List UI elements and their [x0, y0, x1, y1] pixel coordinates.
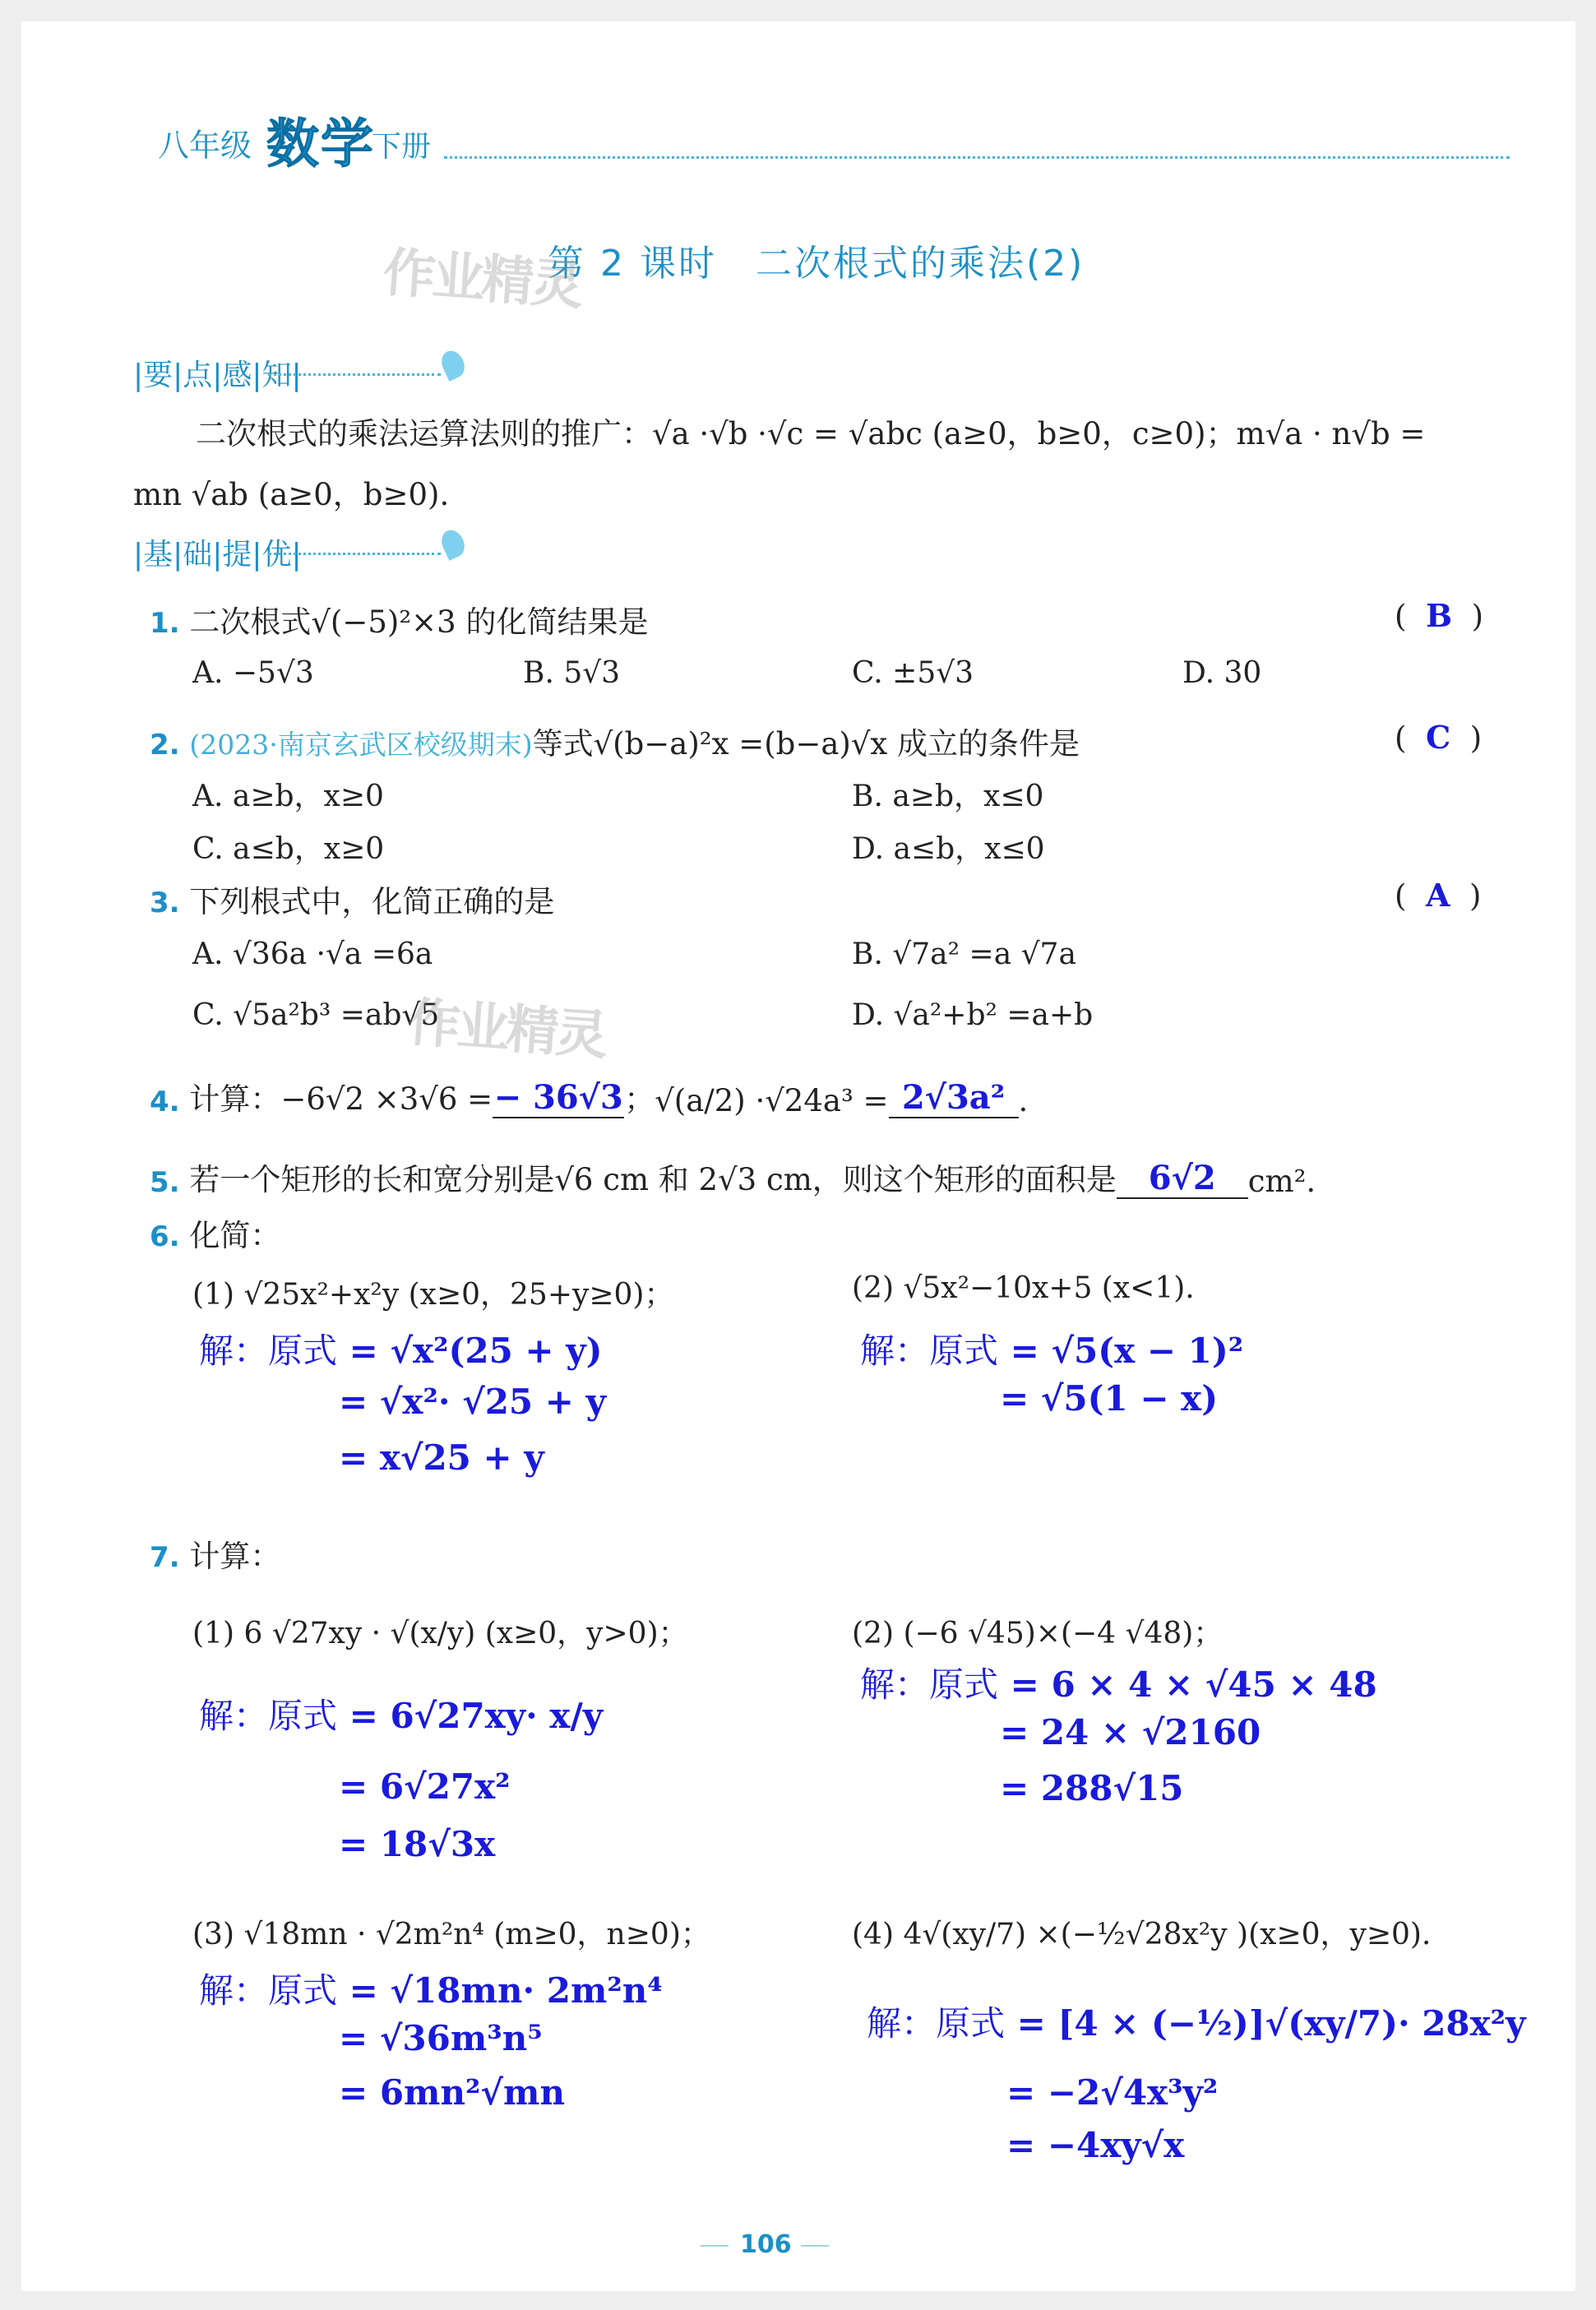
q1-option-b: B. 5√3	[523, 656, 621, 690]
q2-option-a: A. a≥b，x≥0	[192, 780, 384, 813]
section-dots	[268, 373, 441, 376]
q3-option-b: B. √7a² =a √7a	[852, 937, 1076, 971]
q3-answer-box: ( A )	[1395, 877, 1482, 914]
q6-problem-2: (2) √5x²−10x+5 (x<1).	[852, 1271, 1195, 1305]
q7-4-step1: = [4 × (−½)]√(xy/7)· 28x²y	[1016, 2003, 1526, 2044]
q4-answer-a: − 36√3	[493, 1078, 623, 1117]
q2-answer-box: ( C )	[1395, 719, 1483, 756]
watermark: 作业精灵	[381, 242, 582, 317]
q6-1-step3: = x√25 + y	[339, 1437, 544, 1478]
header-dotted-line	[444, 156, 1510, 159]
q3-text: 下列根式中，化简正确的是	[189, 884, 555, 919]
watermark: 作业精灵	[405, 992, 607, 1067]
q3-stem	[150, 877, 554, 921]
q4-blank-b	[889, 1078, 1019, 1118]
q4-blank-a	[493, 1078, 624, 1118]
q3-number: 3.	[150, 887, 180, 919]
q7-3-step3: = 6mn²√mn	[339, 2072, 565, 2113]
q1-option-d: D. 30	[1182, 656, 1262, 690]
section-basics: |基|础|提|优|	[133, 538, 302, 572]
q2-answer: C	[1425, 719, 1451, 756]
q6-number: 6.	[150, 1220, 180, 1253]
section-key-points: |要|点|感|知|	[133, 359, 302, 392]
q3-answer: A	[1425, 877, 1450, 914]
q2-text: 等式√(b−a)²x =(b−a)√x 成立的条件是	[532, 726, 1080, 762]
q2-number: 2.	[150, 729, 180, 762]
page-number-dash-left	[701, 2245, 729, 2247]
q3-option-d: D. √a²+b² =a+b	[852, 998, 1094, 1032]
q4-stem	[150, 1074, 1028, 1118]
drop-icon	[437, 526, 469, 561]
q7-text: 计算：	[189, 1539, 281, 1574]
q1-text: 二次根式√(−5)²×3 的化简结果是	[189, 604, 649, 640]
q4-text-b: √(a/2) ·√24a³ =	[655, 1083, 889, 1118]
q7-3-solution-line1	[199, 1964, 663, 2013]
q6-2-step2: = √5(1 − x)	[1000, 1378, 1219, 1419]
header-subject: 数学	[266, 114, 375, 175]
q4-end: .	[1018, 1083, 1029, 1118]
q6-2-solution-line1	[860, 1324, 1243, 1373]
q2-source: (2023·南京玄武区校级期末)	[189, 729, 533, 761]
q6-1-solution-line1	[199, 1324, 603, 1373]
q3-option-c: C. √5a²b³ =ab√5	[192, 998, 440, 1032]
q4-answer-b: 2√3a²	[901, 1078, 1006, 1117]
q7-problem-4: (4) 4√(xy/7) ×(−½√28x²y )(x≥0，y≥0).	[852, 1918, 1432, 1951]
q7-4-label: 解：原式	[867, 2003, 1006, 2044]
q5-answer: 6√2	[1148, 1159, 1216, 1197]
key-point-line2: mn √ab (a≥0，b≥0).	[133, 477, 450, 512]
q6-stem	[150, 1211, 280, 1255]
page	[21, 21, 1575, 2291]
drop-icon	[437, 347, 469, 382]
q6-problem-1: (1) √25x²+x²y (x≥0，25+y≥0)；	[192, 1278, 674, 1312]
q5-unit: cm².	[1247, 1164, 1316, 1199]
q6-2-step1: = √5(x − 1)²	[1010, 1331, 1244, 1371]
q7-problem-2: (2) (−6 √45)×(−4 √48)；	[852, 1617, 1224, 1650]
q2-option-d: D. a≤b，x≤0	[852, 832, 1045, 866]
q4-number: 4.	[150, 1086, 180, 1118]
q7-2-step3: = 288√15	[1000, 1768, 1184, 1808]
q7-3-label: 解：原式	[199, 1970, 338, 2011]
q7-2-step1: = 6 × 4 × √45 × 48	[1010, 1664, 1377, 1705]
q5-stem	[150, 1155, 1316, 1199]
q7-4-solution-line1	[867, 1997, 1525, 2046]
q2-stem	[150, 719, 1080, 763]
page-number-dash-right	[801, 2245, 829, 2247]
q2-option-c: C. a≤b，x≥0	[192, 832, 385, 866]
q7-1-step1: = 6√27xy· x/y	[349, 1696, 604, 1736]
q1-answer-box: ( B )	[1395, 597, 1484, 634]
q1-option-c: C. ±5√3	[852, 656, 974, 690]
q2-option-b: B. a≥b，x≤0	[852, 780, 1044, 813]
q7-1-step2: = 6√27x²	[339, 1766, 511, 1807]
lesson-title: 第 2 课时 二次根式的乘法(2)	[548, 243, 1085, 285]
q1-stem	[150, 597, 648, 641]
q7-3-step1: = √18mn· 2m²n⁴	[349, 1970, 663, 2011]
q6-1-label: 解：原式	[199, 1331, 338, 1371]
q7-number: 7.	[150, 1541, 180, 1574]
q7-1-solution-line1	[199, 1689, 603, 1738]
section-dots	[268, 553, 441, 555]
q7-stem	[150, 1531, 280, 1576]
header-volume: 下册	[372, 130, 432, 164]
q6-1-step1: = √x²(25 + y)	[349, 1331, 603, 1371]
q5-text: 若一个矩形的长和宽分别是√6 cm 和 2√3 cm，则这个矩形的面积是	[189, 1162, 1117, 1197]
q6-2-label: 解：原式	[860, 1331, 999, 1371]
header-grade: 八年级	[158, 127, 252, 164]
q1-number: 1.	[150, 607, 180, 640]
q7-4-step2: = −2√4x³y²	[1006, 2072, 1219, 2113]
q6-text: 化简：	[189, 1218, 281, 1253]
q7-2-step2: = 24 × √2160	[1000, 1712, 1261, 1752]
q3-option-a: A. √36a ·√a =6a	[192, 937, 433, 971]
q6-1-step2: = √x²· √25 + y	[339, 1382, 606, 1422]
q4-sep: ；	[624, 1081, 655, 1117]
q1-answer: B	[1425, 597, 1453, 634]
page-number: 106	[740, 2230, 792, 2259]
q7-problem-3: (3) √18mn · √2m²n⁴ (m≥0，n≥0)；	[192, 1918, 710, 1951]
q7-2-solution-line1	[860, 1658, 1377, 1707]
key-point-line1: 二次根式的乘法运算法则的推广：√a ·√b ·√c = √abc (a≥0，b≥0，c≥0)；m√a · n√b =	[196, 416, 1426, 451]
q7-3-step2: = √36m³n⁵	[339, 2018, 543, 2058]
q7-1-label: 解：原式	[199, 1696, 338, 1736]
q7-problem-1: (1) 6 √27xy · √(x/y) (x≥0，y>0)；	[192, 1617, 688, 1650]
q4-text-a: 计算：−6√2 ×3√6 =	[189, 1081, 493, 1117]
q5-number: 5.	[150, 1166, 180, 1199]
q7-2-label: 解：原式	[860, 1664, 999, 1705]
q1-option-a: A. −5√3	[192, 656, 314, 690]
q7-1-step3: = 18√3x	[339, 1824, 496, 1864]
q5-blank	[1117, 1159, 1248, 1199]
q7-4-step3: = −4xy√x	[1006, 2125, 1185, 2165]
